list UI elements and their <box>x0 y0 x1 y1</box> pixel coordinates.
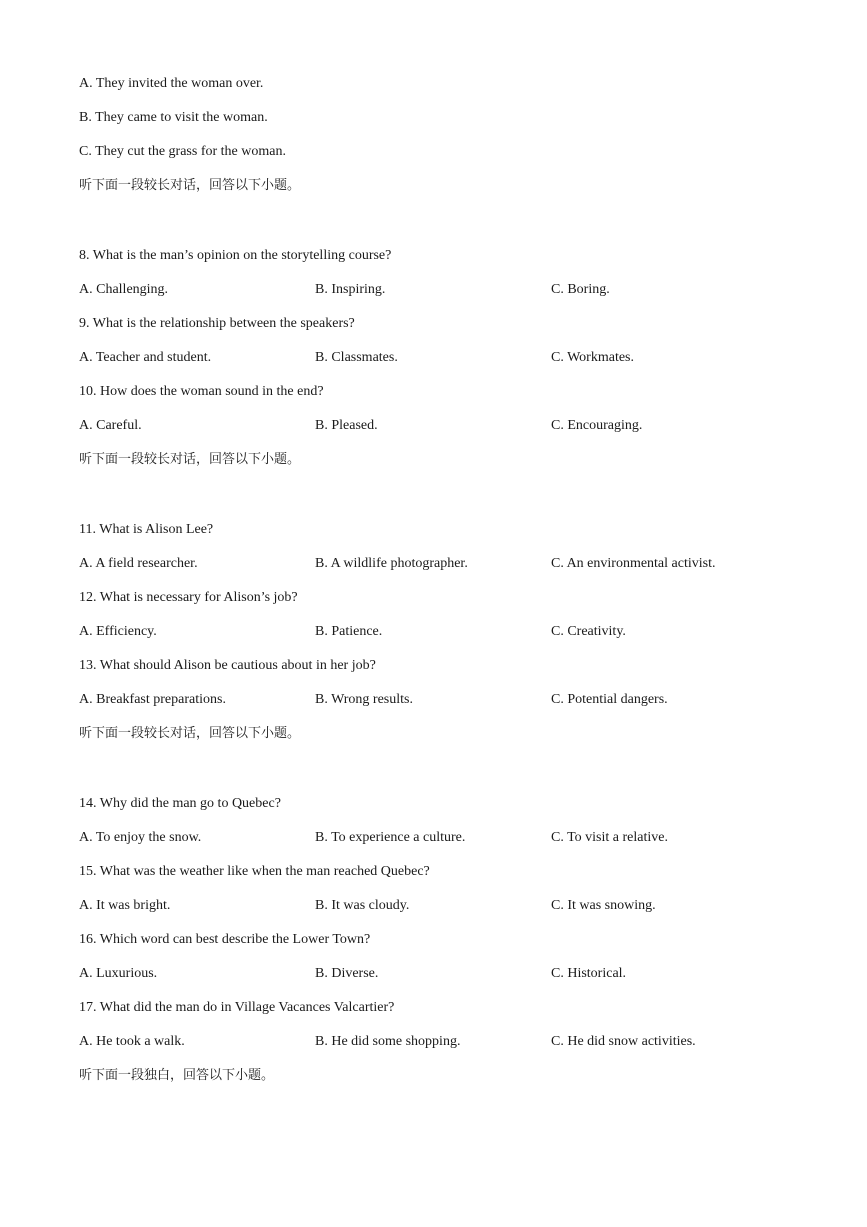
option-17c: C. He did snow activities. <box>551 1034 696 1049</box>
question-13: 13. What should Alison be cautious about in her job? <box>79 658 376 673</box>
options-row-13 <box>79 690 799 724</box>
option-9c: C. Workmates. <box>551 350 634 365</box>
question-8: 8. What is the man’s opinion on the storytelling course? <box>79 248 392 263</box>
option-9b: B. Classmates. <box>315 350 398 365</box>
options-row-11 <box>79 554 799 588</box>
option-14b: B. To experience a culture. <box>315 830 466 845</box>
option-12a: A. Efficiency. <box>79 624 157 639</box>
option-15a: A. It was bright. <box>79 898 171 913</box>
section-instruction: 听下面一段较长对话，回答以下小题。 <box>79 178 301 193</box>
exam-page <box>79 74 799 1100</box>
option-10a: A. Careful. <box>79 418 142 433</box>
options-row-8 <box>79 280 799 314</box>
option-16b: B. Diverse. <box>315 966 379 981</box>
option-7c: C. They cut the grass for the woman. <box>79 144 286 159</box>
option-13c: C. Potential dangers. <box>551 692 668 707</box>
option-15b: B. It was cloudy. <box>315 898 410 913</box>
final-instruction: 听下面一段独白，回答以下小题。 <box>79 1068 275 1083</box>
option-9a: A. Teacher and student. <box>79 350 212 365</box>
question-9: 9. What is the relationship between the speakers? <box>79 316 355 331</box>
option-12c: C. Creativity. <box>551 624 626 639</box>
option-14a: A. To enjoy the snow. <box>79 830 202 845</box>
option-13a: A. Breakfast preparations. <box>79 692 226 707</box>
option-11c: C. An environmental activist. <box>551 556 716 571</box>
option-10c: C. Encouraging. <box>551 418 643 433</box>
option-10b: B. Pleased. <box>315 418 378 433</box>
option-11a: A. A field researcher. <box>79 556 198 571</box>
question-11: 11. What is Alison Lee? <box>79 522 214 537</box>
option-12b: B. Patience. <box>315 624 383 639</box>
option-17b: B. He did some shopping. <box>315 1034 461 1049</box>
options-row-12 <box>79 622 799 656</box>
question-12: 12. What is necessary for Alison’s job? <box>79 590 298 605</box>
options-row-16 <box>79 964 799 998</box>
option-8a: A. Challenging. <box>79 282 169 297</box>
option-14c: C. To visit a relative. <box>551 830 668 845</box>
option-7b: B. They came to visit the woman. <box>79 110 268 125</box>
option-7a: A. They invited the woman over. <box>79 76 264 91</box>
option-16c: C. Historical. <box>551 966 627 981</box>
question-14: 14. Why did the man go to Quebec? <box>79 796 281 811</box>
option-13b: B. Wrong results. <box>315 692 413 707</box>
question-16: 16. Which word can best describe the Lower Town? <box>79 932 371 947</box>
question-17: 17. What did the man do in Village Vacances Valcartier? <box>79 1000 395 1015</box>
section-instruction: 听下面一段较长对话，回答以下小题。 <box>79 452 301 467</box>
option-11b: B. A wildlife photographer. <box>315 556 468 571</box>
options-row-15 <box>79 896 799 930</box>
options-row-10 <box>79 416 799 450</box>
option-17a: A. He took a walk. <box>79 1034 185 1049</box>
options-row-9 <box>79 348 799 382</box>
option-16a: A. Luxurious. <box>79 966 158 981</box>
options-row-17 <box>79 1032 799 1066</box>
options-row-14 <box>79 828 799 862</box>
section-instruction: 听下面一段较长对话，回答以下小题。 <box>79 726 301 741</box>
option-8c: C. Boring. <box>551 282 610 297</box>
option-8b: B. Inspiring. <box>315 282 386 297</box>
question-10: 10. How does the woman sound in the end? <box>79 384 324 399</box>
option-15c: C. It was snowing. <box>551 898 656 913</box>
question-15: 15. What was the weather like when the man reached Quebec? <box>79 864 430 879</box>
